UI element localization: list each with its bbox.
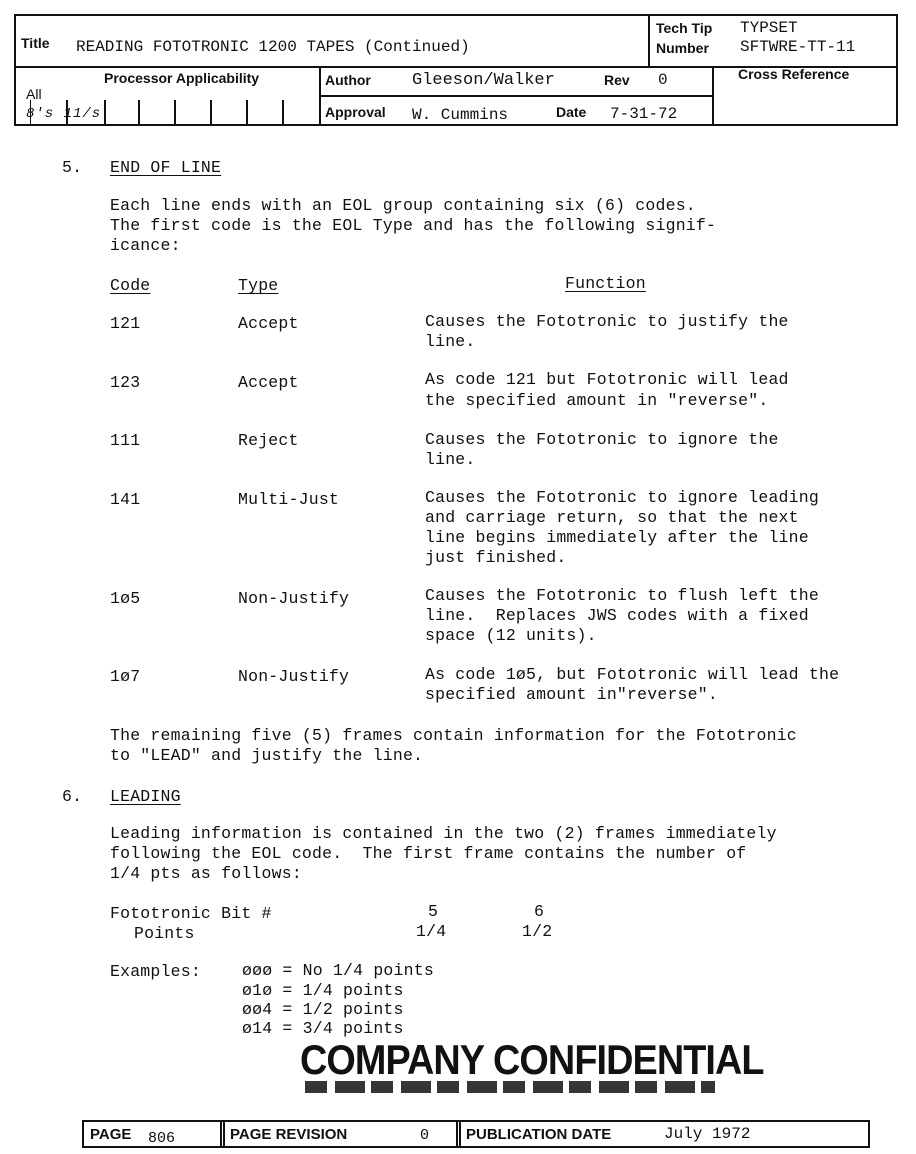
page-label: PAGE (90, 1126, 132, 1143)
eol-function-line: line begins immediately after the line (425, 528, 809, 547)
approval-label: Approval (325, 104, 386, 120)
footer-divider (456, 1122, 461, 1146)
column-header-function: Function (565, 274, 646, 293)
eol-code: 1ø7 (110, 667, 141, 686)
processor-tick (174, 100, 176, 124)
processor-tick (138, 100, 140, 124)
processor-tick (282, 100, 284, 124)
tech-tip-number-label: Number (656, 40, 709, 56)
stamp-smudge (305, 1081, 715, 1093)
eol-function-line: the specified amount in "reverse". (425, 391, 769, 410)
author-approval-divider (319, 95, 714, 97)
page-revision-value: 0 (420, 1127, 430, 1144)
bit-value: 5 (428, 902, 439, 921)
section-5-intro-line: icance: (110, 236, 181, 255)
section-5-closing-line: to "LEAD" and justify the line. (110, 746, 424, 765)
eol-type: Non-Justify (238, 667, 350, 686)
section-5-number: 5. (62, 158, 83, 177)
eol-function-line: and carriage return, so that the next (425, 508, 799, 527)
section-5-intro-line: Each line ends with an EOL group containing six (6) codes. (110, 196, 696, 215)
section-6-intro-line: Leading information is contained in the two (2) frames immediately (110, 824, 777, 843)
eol-function-line: line. Replaces JWS codes with a fixed (425, 606, 809, 625)
author-value: Gleeson/Walker (412, 71, 555, 90)
footer-divider (220, 1122, 225, 1146)
section-6-intro-line: 1/4 pts as follows: (110, 864, 302, 883)
eol-type: Accept (238, 373, 299, 392)
author-label: Author (325, 72, 371, 88)
section-5-closing-line: The remaining five (5) frames contain information for the Fototronic (110, 726, 797, 745)
eol-function-line: As code 1ø5, but Fototronic will lead the (425, 665, 840, 684)
eol-function-line: specified amount in"reverse". (425, 685, 718, 704)
eol-function-line: Causes the Fototronic to ignore the (425, 430, 779, 449)
eol-function-line: just finished. (425, 548, 567, 567)
section-6-number: 6. (62, 787, 83, 806)
example-line: ø1ø = 1/4 points (242, 981, 404, 1000)
all-label: All (26, 86, 42, 102)
eol-function-line: Causes the Fototronic to ignore leading (425, 488, 819, 507)
page-revision-label: PAGE REVISION (230, 1126, 348, 1143)
bit-value: 6 (534, 902, 545, 921)
tech-tip-number-value: SFTWRE-TT-11 (740, 38, 856, 56)
rev-label: Rev (604, 72, 630, 88)
example-line: ø14 = 3/4 points (242, 1019, 404, 1038)
tech-tip-divider (648, 16, 650, 66)
header-form (14, 14, 898, 126)
column-header-type: Type (238, 276, 279, 295)
rev-value: 0 (658, 71, 668, 89)
points-value: 1/4 (416, 922, 447, 941)
eol-function-line: line. (425, 332, 476, 351)
date-label: Date (556, 104, 587, 120)
eol-function-line: Causes the Fototronic to justify the (425, 312, 789, 331)
processor-tick (210, 100, 212, 124)
confidential-stamp: COMPANY CONFIDENTIAL (300, 1040, 764, 1076)
cross-reference-label: Cross Reference (738, 66, 850, 82)
processor-label: Processor Applicability (104, 70, 260, 86)
title-label: Title (21, 35, 50, 51)
eol-code: 1ø5 (110, 589, 141, 608)
section-6-heading: LEADING (110, 787, 181, 806)
eol-type: Non-Justify (238, 589, 350, 608)
points-label: Points (134, 924, 195, 943)
processor-tick (246, 100, 248, 124)
eol-type: Accept (238, 314, 299, 333)
eol-type: Multi-Just (238, 490, 340, 509)
publication-date-label: PUBLICATION DATE (466, 1126, 612, 1143)
column-header-code: Code (110, 276, 151, 295)
eol-code: 121 (110, 314, 141, 333)
eol-code: 111 (110, 431, 141, 450)
title-value: READING FOTOTRONIC 1200 TAPES (Continued) (76, 38, 470, 56)
eol-function-line: space (12 units). (425, 626, 597, 645)
eol-type: Reject (238, 431, 299, 450)
processor-marks: 8's 11/s (26, 106, 102, 122)
eol-function-line: As code 121 but Fototronic will lead (425, 370, 789, 389)
example-line: øøø = No 1/4 points (242, 961, 434, 980)
section-6-intro-line: following the EOL code. The first frame contains the number of (110, 844, 747, 863)
footer-bar (82, 1120, 870, 1148)
section-5-intro-line: The first code is the EOL Type and has the following signif- (110, 216, 717, 235)
tech-tip-value: TYPSET (740, 19, 798, 37)
section-5-heading: END OF LINE (110, 158, 222, 177)
approval-value: W. Cummins (412, 106, 509, 124)
date-value: 7-31-72 (610, 105, 678, 123)
points-value: 1/2 (522, 922, 553, 941)
page-value: 806 (148, 1130, 176, 1147)
eol-code: 123 (110, 373, 141, 392)
example-line: øø4 = 1/2 points (242, 1000, 404, 1019)
processor-tick (104, 100, 106, 124)
eol-function-line: Causes the Fototronic to flush left the (425, 586, 819, 605)
bit-label: Fototronic Bit # (110, 904, 272, 923)
eol-function-line: line. (425, 450, 476, 469)
publication-date-value: July 1972 (664, 1125, 751, 1143)
examples-label: Examples: (110, 962, 201, 981)
tech-tip-label: Tech Tip (656, 20, 713, 36)
eol-code: 141 (110, 490, 141, 509)
